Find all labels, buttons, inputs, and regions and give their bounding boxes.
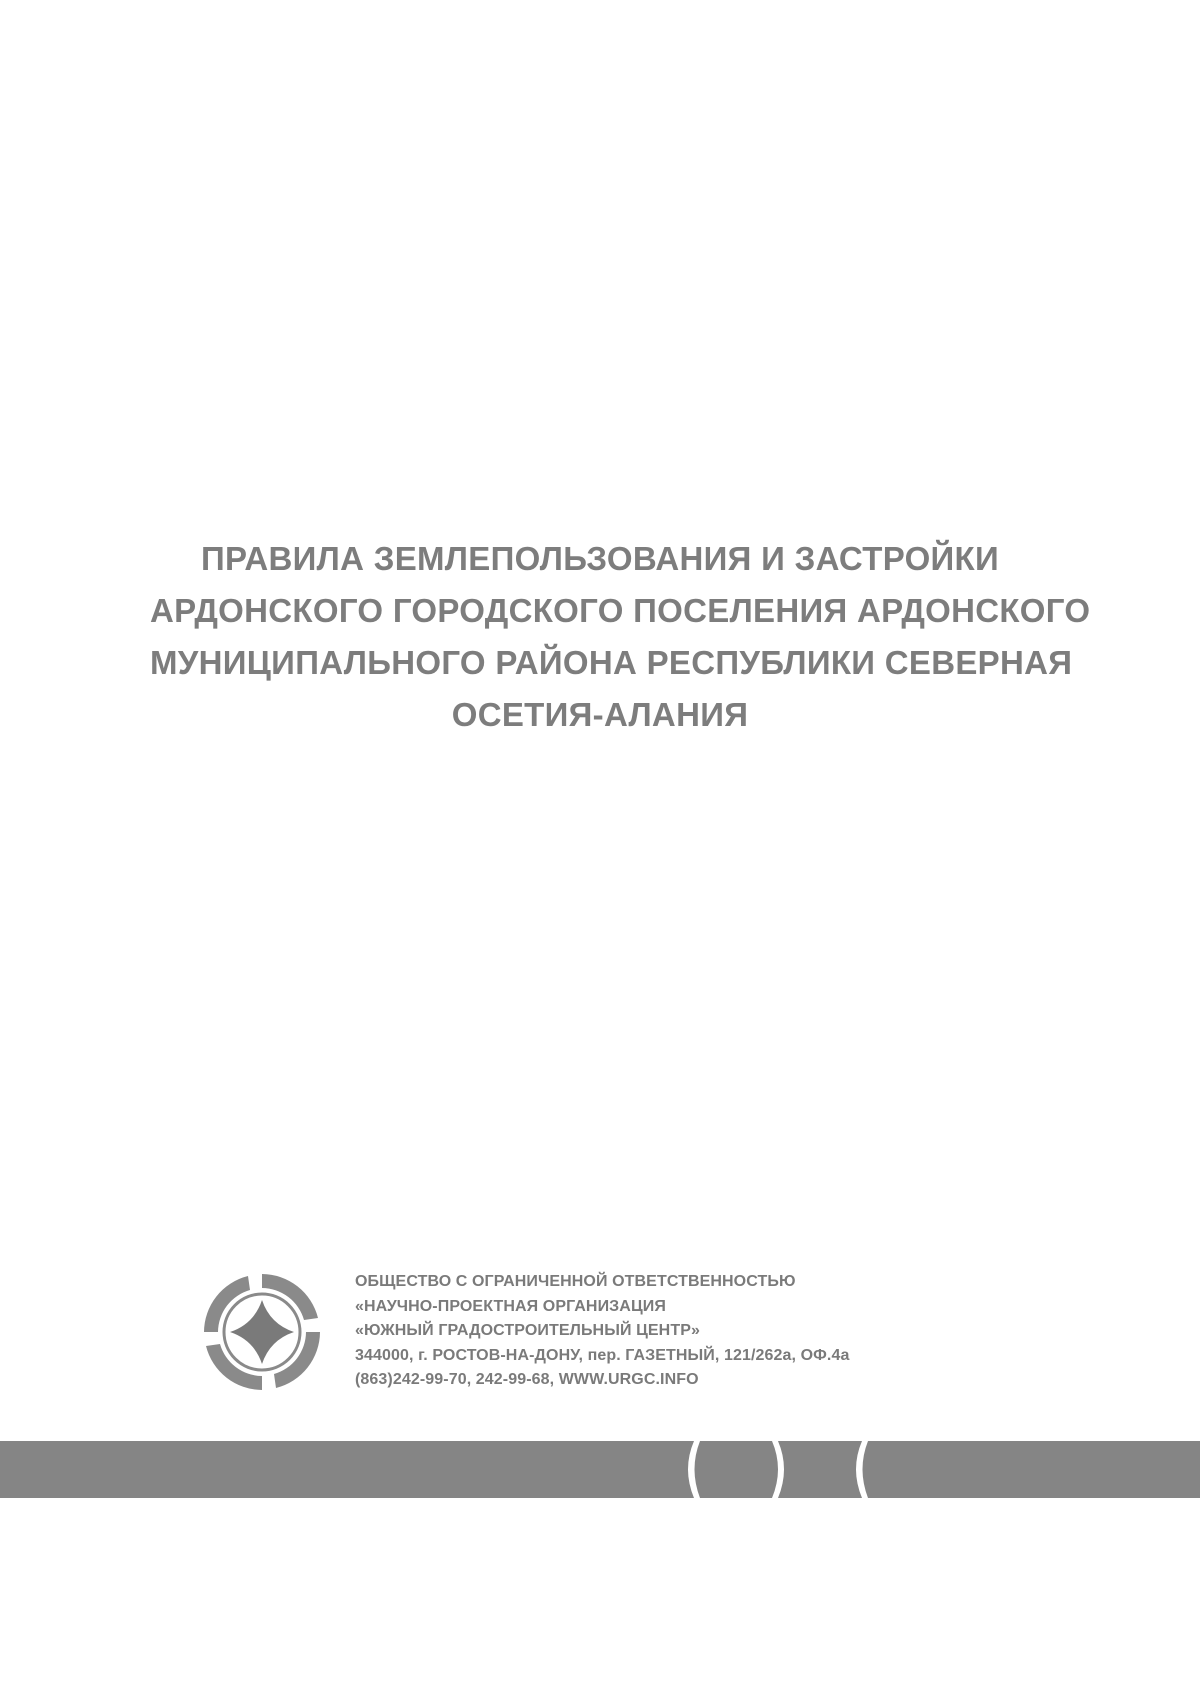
org-line-2: «НАУЧНО-ПРОЕКТНАЯ ОРГАНИЗАЦИЯ — [355, 1297, 666, 1315]
org-address: 344000, г. РОСТОВ-НА-ДОНУ, пер. ГАЗЕТНЫЙ, 121/262а, ОФ.4а — [355, 1346, 850, 1364]
org-line-3: «ЮЖНЫЙ ГРАДОСТРОИТЕЛЬНЫЙ ЦЕНТР» — [355, 1322, 700, 1339]
decorative-footer-band — [0, 1441, 1200, 1498]
org-line-1: ОБЩЕСТВО С ОГРАНИЧЕННОЙ ОТВЕТСТВЕННОСТЬЮ — [355, 1273, 796, 1290]
title-line-4: ОСЕТИЯ-АЛАНИЯ — [451, 696, 749, 733]
title-line-3: МУНИЦИПАЛЬНОГО РАЙОНА РЕСПУБЛИКИ СЕВЕРНАЯ — [150, 644, 1073, 681]
company-logo-icon — [200, 1270, 324, 1394]
org-contacts: (863)242-99-70, 242-99-68, WWW.URGC.INFO — [355, 1371, 699, 1388]
document-title — [150, 533, 1091, 741]
title-line-1: ПРАВИЛА ЗЕМЛЕПОЛЬЗОВАНИЯ И ЗАСТРОЙКИ — [200, 540, 1000, 577]
organization-info — [355, 1270, 1055, 1393]
title-line-2: АРДОНСКОГО ГОРОДСКОГО ПОСЕЛЕНИЯ АРДОНСКОГО — [150, 592, 1091, 629]
